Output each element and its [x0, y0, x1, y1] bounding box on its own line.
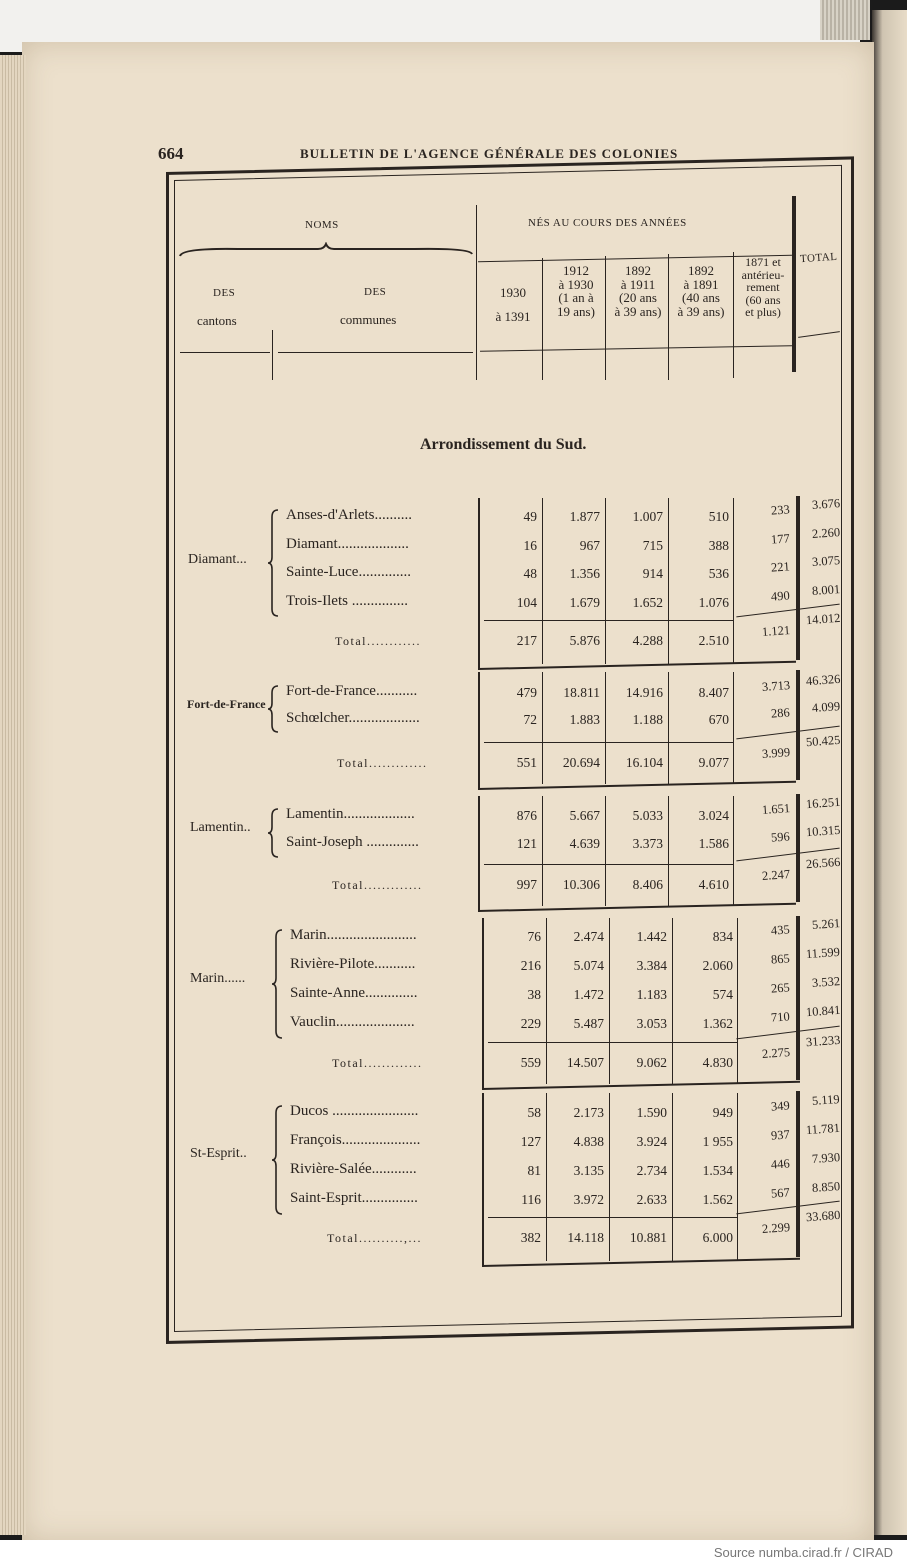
total-col-1930: 997: [516, 877, 537, 892]
cell-col-total: 10.841: [805, 1002, 841, 1020]
cell-col-1871: 1.651: [761, 801, 791, 817]
total-rule: [488, 1042, 738, 1043]
cell-col-1892b: 1.362: [702, 1016, 733, 1031]
commune-name: Schœlcher...................: [286, 710, 420, 726]
cell-col-1871: 865: [770, 951, 791, 967]
cell-col-1930: 58: [527, 1105, 541, 1120]
col1-line1: 1930: [500, 285, 526, 300]
total-label: Total.............: [332, 878, 423, 892]
cell-col-total: 8.001: [811, 581, 841, 598]
canton-brace: [268, 685, 280, 733]
cell-col-1912: 1.356: [569, 566, 600, 581]
cell-col-1892a: 5.033: [632, 808, 663, 823]
cell-col-1892b: 2.060: [702, 958, 733, 973]
total-col-1871: 2.275: [761, 1045, 791, 1061]
facing-page-edge: [872, 10, 907, 1535]
column-rule: [737, 918, 738, 1084]
total-col-1892a: 4.288: [632, 633, 663, 648]
header-col-5: [734, 256, 792, 319]
total-label: Total............: [335, 634, 421, 648]
total-col-1930: 382: [520, 1230, 541, 1245]
cell-col-1912: 2.173: [573, 1105, 604, 1120]
total-col-1892b: 4.830: [702, 1055, 733, 1070]
total-col-1892b: 4.610: [698, 877, 729, 892]
column-rule: [605, 498, 606, 664]
cell-col-1912: 4.639: [569, 836, 600, 851]
cell-col-1871: 3.713: [761, 678, 791, 694]
commune-name: Vauclin.....................: [290, 1014, 415, 1030]
canton-label: Fort-de-France: [187, 697, 266, 711]
rule: [278, 352, 473, 353]
total-label: Total.............: [332, 1056, 423, 1070]
total-col-total: 33.680: [805, 1207, 841, 1225]
page-edges-left: [0, 55, 26, 1535]
column-rule: [733, 672, 734, 784]
column-rule: [672, 918, 673, 1084]
cell-col-1892b: 510: [708, 509, 729, 524]
cell-col-1912: 4.838: [573, 1134, 604, 1149]
page-number: 664: [158, 144, 184, 163]
column-rule: [737, 1093, 738, 1261]
header-communes: communes: [340, 312, 397, 327]
total-col-1930: 217: [516, 633, 537, 648]
cell-col-1892a: 1.652: [632, 594, 663, 610]
cell-col-1892a: 2.734: [636, 1163, 667, 1178]
cell-col-1892a: 914: [642, 566, 663, 581]
cell-col-1871: 490: [770, 587, 791, 604]
cell-col-1892a: 14.916: [625, 685, 663, 700]
header-col-1: [488, 286, 538, 323]
col5-line5: et plus): [745, 305, 781, 320]
cell-col-1912: 18.811: [563, 685, 600, 700]
col2-line1: 1912: [563, 263, 589, 278]
rule: [668, 254, 669, 380]
commune-name: Marin........................: [290, 927, 417, 943]
column-rule: [542, 796, 543, 906]
cell-col-1892b: 1 955: [702, 1134, 733, 1149]
cell-col-1912: 1.883: [569, 712, 600, 727]
cell-col-1930: 49: [523, 509, 537, 524]
cell-col-1892a: 3.924: [636, 1134, 667, 1149]
cell-col-1930: 16: [523, 537, 537, 553]
cell-col-1892a: 3.384: [636, 958, 667, 973]
col4-line2: à 1891: [683, 276, 719, 292]
cell-col-1912: 3.135: [573, 1163, 604, 1178]
column-rule: [542, 672, 543, 784]
header-nes: NÉS AU COURS DES ANNÉES: [528, 217, 687, 229]
cell-col-1912: 1.877: [569, 509, 600, 524]
canton-brace: [272, 929, 284, 1039]
total-col-total: 50.425: [805, 732, 841, 750]
column-rule: [733, 498, 734, 664]
group-thick-rule: [796, 794, 800, 902]
cell-col-1892b: 834: [712, 929, 733, 944]
cell-col-total: 3.532: [811, 974, 841, 990]
cell-col-1930: 72: [523, 712, 537, 727]
col2-line3: (1 an à: [558, 290, 594, 306]
col5-line1: 1871 et: [745, 255, 781, 269]
cell-col-1871: 567: [770, 1185, 791, 1201]
cell-col-1930: 876: [516, 808, 537, 823]
cell-col-1892b: 3.024: [698, 808, 729, 823]
col4-line1: 1892: [688, 263, 714, 278]
cell-col-1912: 5.487: [573, 1016, 604, 1031]
col3-line3: (20 ans: [619, 290, 657, 306]
cell-col-1930: 479: [516, 685, 537, 700]
cell-col-1930: 229: [520, 1016, 541, 1031]
commune-name: Ducos .......................: [290, 1103, 419, 1119]
page-edges-top: [820, 0, 870, 40]
cell-col-1930: 81: [527, 1163, 541, 1178]
canton-label: Diamant...: [188, 552, 247, 567]
commune-name: François.....................: [290, 1132, 421, 1148]
total-col-total: 14.012: [805, 610, 841, 628]
cell-col-1892b: 536: [708, 566, 729, 581]
cell-col-1912: 5.074: [573, 958, 604, 973]
group-thick-rule: [796, 670, 800, 780]
cell-col-1892b: 388: [708, 537, 729, 553]
cell-col-1930: 104: [516, 594, 537, 610]
column-rule: [733, 796, 734, 906]
rule: [272, 330, 273, 380]
col5-line4: (60 ans: [745, 292, 781, 307]
col3-line2: à 1911: [620, 276, 656, 292]
commune-name: Fort-de-France...........: [286, 683, 418, 699]
col5-line3: rement: [746, 280, 780, 295]
total-col-1871: 1.121: [761, 623, 791, 639]
col2-line4: 19 ans): [557, 303, 595, 319]
cell-col-1912: 967: [579, 537, 600, 553]
commune-name: Trois-Ilets ...............: [286, 592, 408, 609]
cell-col-1892b: 670: [708, 712, 729, 727]
total-col-1892b: 6.000: [702, 1230, 733, 1245]
cell-col-1871: 265: [770, 980, 791, 996]
cell-col-1871: 349: [770, 1098, 791, 1114]
column-rule: [609, 918, 610, 1084]
cell-col-total: 2.260: [811, 524, 841, 541]
cell-col-total: 5.261: [811, 916, 841, 932]
cell-col-1871: 286: [770, 705, 791, 721]
total-rule: [484, 742, 734, 743]
cell-col-total: 8.850: [811, 1179, 841, 1195]
cell-col-1871: 233: [770, 502, 791, 518]
cell-col-1892a: 1.442: [636, 929, 667, 944]
total-col-1871: 2.299: [761, 1220, 791, 1236]
rule: [733, 252, 734, 378]
total-col-1930: 559: [520, 1055, 541, 1070]
cell-col-1871: 446: [770, 1156, 791, 1172]
total-col-1912: 20.694: [562, 755, 600, 770]
header-total: TOTAL: [799, 250, 838, 266]
total-col-1892a: 16.104: [625, 755, 663, 770]
header-cantons: cantons: [197, 313, 237, 328]
source-credit: Source numba.cirad.fr / CIRAD: [713, 1545, 893, 1560]
section-title: Arrondissement du Sud.: [420, 436, 587, 453]
header-col-4: [670, 264, 732, 319]
cell-col-total: 16.251: [805, 794, 841, 812]
canton-label: St-Esprit..: [190, 1146, 247, 1161]
cell-col-1912: 2.474: [573, 929, 604, 944]
rule: [605, 256, 606, 380]
total-col-1871: 3.999: [761, 745, 791, 761]
total-col-total: 26.566: [805, 854, 841, 872]
commune-name: Rivière-Salée............: [290, 1161, 417, 1177]
total-rule: [484, 620, 734, 621]
header-des-1: DES: [213, 287, 236, 299]
rule: [180, 352, 270, 353]
cell-col-1892a: 1.007: [632, 509, 663, 524]
rule-thick: [792, 196, 796, 372]
cell-col-1892a: 3.053: [636, 1016, 667, 1031]
cell-col-1892a: 1.183: [636, 987, 667, 1002]
cell-col-1871: 596: [770, 829, 791, 845]
total-col-1892a: 10.881: [629, 1230, 667, 1245]
total-label: Total..........,...: [327, 1231, 422, 1245]
commune-name: Lamentin...................: [286, 806, 415, 822]
cell-col-total: 4.099: [811, 699, 841, 715]
column-rule: [605, 796, 606, 906]
cell-col-total: 46.326: [805, 671, 841, 689]
column-rule: [605, 672, 606, 784]
cell-col-1912: 5.667: [569, 808, 600, 823]
column-rule: [609, 1093, 610, 1261]
commune-name: Anses-d'Arlets..........: [286, 507, 413, 523]
column-rule: [546, 1093, 547, 1261]
cell-col-1892b: 1.562: [702, 1192, 733, 1207]
total-col-1912: 14.118: [567, 1230, 604, 1245]
col5-line2: antérieu-: [741, 267, 785, 282]
total-col-1912: 10.306: [562, 877, 600, 892]
cell-col-1871: 177: [770, 530, 791, 547]
canton-label: Lamentin..: [190, 820, 251, 835]
cell-col-1930: 76: [527, 929, 541, 944]
commune-name: Diamant...................: [286, 535, 409, 552]
total-col-1892a: 9.062: [636, 1055, 667, 1070]
header-brace: [178, 242, 473, 258]
total-col-1930: 551: [516, 755, 537, 770]
cell-col-total: 3.075: [811, 553, 841, 569]
cell-col-1912: 1.472: [573, 987, 604, 1002]
cell-col-1892a: 3.373: [632, 836, 663, 851]
cell-col-1930: 127: [520, 1134, 541, 1149]
cell-col-1892b: 949: [712, 1105, 733, 1120]
col4-line4: à 39 ans): [677, 303, 725, 319]
canton-label: Marin......: [190, 971, 246, 986]
total-rule: [484, 864, 734, 865]
group-thick-rule: [796, 1091, 800, 1257]
cell-col-1892b: 1.586: [698, 836, 729, 851]
commune-name: Saint-Esprit...............: [290, 1190, 418, 1206]
total-col-1892b: 9.077: [698, 755, 729, 770]
commune-name: Saint-Joseph ..............: [286, 834, 419, 850]
total-col-1892b: 2.510: [698, 633, 729, 648]
col3-line1: 1892: [625, 263, 651, 278]
cell-col-1930: 38: [527, 987, 541, 1002]
cell-col-1892b: 1.534: [702, 1163, 733, 1178]
col2-line2: à 1930: [558, 276, 594, 292]
header-noms: NOMS: [305, 219, 339, 231]
running-title: BULLETIN DE L'AGENCE GÉNÉRALE DES COLONIES: [300, 146, 679, 161]
cell-col-total: 3.676: [811, 496, 841, 512]
cell-col-1930: 48: [523, 566, 537, 581]
cell-col-1892a: 1.590: [636, 1105, 667, 1120]
rule: [476, 205, 477, 380]
cell-col-1892b: 8.407: [698, 685, 729, 700]
cell-col-1892a: 1.188: [632, 712, 663, 727]
total-col-1912: 14.507: [566, 1055, 604, 1070]
commune-name: Sainte-Anne..............: [290, 985, 418, 1001]
canton-brace: [272, 1105, 284, 1215]
cell-col-1930: 116: [521, 1192, 541, 1207]
canton-brace: [268, 509, 280, 617]
cell-col-1892b: 574: [712, 987, 733, 1002]
cell-col-total: 5.119: [811, 1092, 841, 1108]
cell-col-1871: 937: [770, 1127, 791, 1143]
total-rule: [488, 1217, 738, 1218]
rule: [542, 258, 543, 380]
cell-col-1930: 121: [516, 836, 537, 851]
group-thick-rule: [796, 916, 800, 1080]
total-col-1892a: 8.406: [632, 877, 663, 892]
header-col-2: [546, 264, 606, 319]
cell-col-1871: 710: [770, 1009, 791, 1025]
column-rule: [672, 1093, 673, 1261]
cell-col-1892a: 715: [642, 537, 663, 553]
total-col-1871: 2.247: [761, 867, 791, 883]
cell-col-1871: 435: [770, 922, 791, 938]
cell-col-total: 11.599: [805, 944, 841, 962]
header-col-3: [608, 264, 668, 319]
col1-line2: à 1391: [495, 308, 531, 324]
canton-brace: [268, 808, 280, 858]
total-col-total: 31.233: [805, 1032, 841, 1050]
cell-col-1892a: 2.633: [636, 1192, 667, 1207]
total-col-1912: 5.876: [569, 633, 600, 648]
cell-col-1912: 3.972: [573, 1192, 604, 1207]
column-rule: [542, 498, 543, 664]
column-rule: [546, 918, 547, 1084]
total-label: Total.............: [337, 756, 428, 770]
cell-col-1871: 221: [770, 559, 791, 575]
cell-col-1930: 216: [520, 958, 541, 973]
cell-col-total: 11.781: [805, 1120, 841, 1138]
column-rule: [668, 498, 669, 664]
cell-col-total: 10.315: [805, 822, 841, 840]
cell-col-total: 7.930: [811, 1150, 841, 1166]
cell-col-1892b: 1.076: [698, 594, 729, 610]
group-thick-rule: [796, 496, 800, 660]
cell-col-1912: 1.679: [569, 594, 600, 610]
col4-line3: (40 ans: [682, 290, 720, 306]
column-rule: [668, 672, 669, 784]
commune-name: Rivière-Pilote...........: [290, 956, 416, 972]
header-des-2: DES: [364, 286, 387, 298]
commune-name: Sainte-Luce..............: [286, 564, 411, 580]
col3-line4: à 39 ans): [614, 303, 662, 319]
column-rule: [668, 796, 669, 906]
